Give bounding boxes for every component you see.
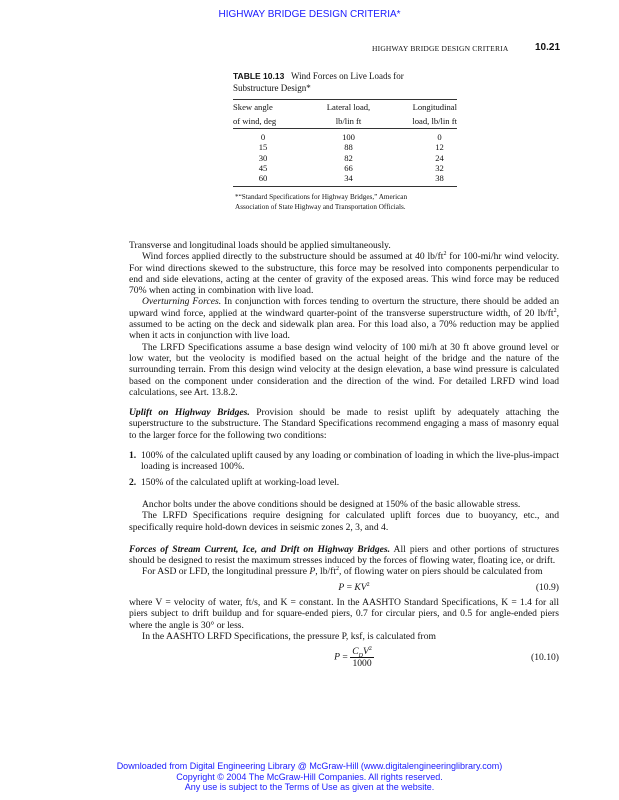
equation-body — [129, 646, 519, 669]
superscript: 2 — [336, 566, 340, 573]
running-head: HIGHWAY BRIDGE DESIGN CRITERIA — [372, 44, 509, 53]
math-variable: C — [352, 646, 359, 658]
table-caption-line1: Wind Forces on Live Loads for — [290, 71, 404, 81]
text-run: All piers and other portions of structures should be designed to resist the maximum stresses induced by the forces of flowing water, floating ice, or drift. — [129, 543, 560, 567]
header-cell: load, lb/lin ft — [412, 116, 457, 126]
list-number: 2. — [129, 476, 137, 488]
text-run: , assumed to be acting on the deck and sidewalk plan area. For this load also, a 70% reduction may be applied when it acts in conjunction with live load. — [129, 307, 559, 342]
table-cell: 0 — [260, 132, 266, 142]
table-row — [233, 153, 457, 163]
table-cell: 88 — [344, 142, 353, 153]
table-label: TABLE 10.13 — [233, 71, 285, 81]
table-cell: 38 — [435, 173, 444, 184]
table-cell: 0 — [437, 132, 442, 142]
table-cell: 12 — [435, 142, 444, 153]
equation-number: (10.10) — [531, 652, 559, 664]
header-cell: lb/lin ft — [335, 116, 362, 126]
equals-sign: = — [344, 581, 355, 593]
paragraph — [129, 544, 559, 567]
text-run: , lb/ft — [315, 566, 337, 578]
paragraph: Anchor bolts under the above conditions should be designed at 150% of the basic allowable stress. — [142, 498, 521, 510]
table-caption — [233, 71, 457, 94]
table-cell: 30 — [258, 152, 268, 163]
superscript: 2 — [366, 581, 370, 588]
header-cell: Skew angle — [233, 100, 315, 115]
wind-forces-table — [233, 99, 457, 187]
download-footer — [0, 761, 619, 793]
table-cell: 15 — [258, 142, 268, 153]
table-row — [233, 129, 457, 143]
text-run: , of flowing water on piers should be calculated from — [339, 566, 543, 578]
header-cell: Lateral load, — [315, 100, 382, 115]
table-header-row — [233, 100, 457, 115]
equation-body — [129, 582, 519, 593]
text-run: For ASD or LFD, the longitudinal pressure — [142, 566, 310, 578]
section-heading: Uplift on Highway Bridges. — [129, 407, 250, 419]
list-text: 100% of the calculated uplift caused by any loading or combination of loading in which the live-plus-impact loading is increased 100%. — [141, 450, 559, 473]
fraction — [350, 646, 374, 669]
table-cell: 66 — [344, 162, 353, 173]
table-row — [233, 163, 457, 173]
paragraph: The LRFD Specifications require designing for calculated uplift forces due to buoyancy, etc., and specifically require hold-down devices in seismic zones 2, 3, and 4. — [129, 510, 559, 533]
table-cell: 32 — [435, 162, 444, 173]
table-block — [233, 71, 457, 212]
list-number: 1. — [129, 450, 137, 462]
equation-number: (10.9) — [535, 581, 559, 593]
table-header-row — [233, 114, 457, 129]
table-row — [233, 173, 457, 187]
header-cell: of wind, deg — [233, 116, 277, 126]
equals-sign: = — [340, 651, 351, 663]
table-cell: 24 — [435, 152, 444, 163]
numerator — [350, 646, 374, 658]
header-cell: Longitudinal — [382, 100, 457, 115]
section-heading: Forces of Stream Current, Ice, and Drift on Highway Bridges. — [129, 543, 391, 555]
math-variable: KV — [354, 581, 367, 593]
paragraph: In the AASHTO LRFD Specifications, the pressure P, ksf, is calculated from — [142, 630, 436, 642]
page-number: 10.21 — [535, 42, 561, 53]
denominator: 1000 — [352, 658, 372, 670]
table-footnote — [233, 192, 457, 212]
table-cell: 60 — [258, 173, 268, 184]
equation-10-9 — [129, 582, 559, 593]
superscript: 2 — [553, 307, 557, 314]
table-cell: 34 — [344, 173, 353, 184]
table-footnote-line2: Association of State Highway and Transportation Officials. — [235, 203, 406, 212]
list-item — [129, 450, 559, 473]
paragraph — [129, 407, 559, 441]
footer-line[interactable]: Downloaded from Digital Engineering Library @ McGraw-Hill (www.digitalengineeringlibrary.com) — [116, 761, 503, 771]
table-footnote-line1: *“Standard Specifications for Highway Bridges,” American — [235, 193, 408, 202]
paragraph — [129, 566, 559, 577]
paragraph: The LRFD Specifications assume a base design wind velocity of 100 mi/h at 30 ft above ground level or low water, but the veolocity is modified based on the actual height of the bridge and the nature of the surrounding terrain. From this design wind velocity at the design elevation, a base wind pressure is calculated based on the component under consideration and the direction of the wind. For detailed LRFD wind load calculations, see Art. 13.8.2. — [129, 341, 559, 398]
text-run: In conjunction with forces tending to overturn the structure, there should be added an upward wind force, applied at the windward quarter-point of the transverse superstructure width, of 20 lb/ft — [129, 296, 559, 319]
text-run: Provision should be made to resist uplift by adequately attaching the superstructure to the substructure. The Standard Specifications recommend engaging a mass of masonry equal to the larger force for the following two conditions: — [129, 407, 559, 441]
paragraph — [129, 251, 559, 296]
math-variable: P — [334, 651, 341, 663]
list-text: 150% of the calculated uplift at working-load level. — [141, 476, 340, 488]
superscript: 2 — [443, 251, 447, 258]
body-text — [129, 240, 559, 673]
paragraph: where V = velocity of water, ft/s, and K = constant. In the AASHTO Standard Specifications, K = 1.4 for all piers subject to drift buildup and for square-ended piers, 0.7 for circular piers, and 0.5 for angle-ended piers where the angle is 30° or less. — [129, 597, 559, 631]
math-variable: P — [338, 581, 345, 593]
table-cell: 100 — [342, 132, 355, 142]
run-in-heading: Overturning Forces. — [142, 296, 222, 308]
table-cell: 82 — [344, 152, 353, 163]
document-banner: HIGHWAY BRIDGE DESIGN CRITERIA* — [218, 9, 401, 20]
table-cell: 45 — [258, 162, 268, 173]
footer-line: Any use is subject to the Terms of Use as given at the website. — [184, 782, 435, 792]
paragraph — [129, 296, 559, 341]
subscript: D — [358, 653, 363, 660]
list-item — [129, 477, 559, 488]
text-run: for 100-mi/hr wind velocity. For wind directions skewed to the substructure, this force may be resolved into components perpendicular to end and side elevations, acting at the center of gravity of the exposed areas. This wind force may be reduced 70% when acting in combination with live load. — [129, 251, 559, 297]
math-variable: P — [309, 566, 316, 578]
table-row — [233, 142, 457, 152]
footer-line: Copyright © 2004 The McGraw-Hill Companies. All rights reserved. — [176, 771, 443, 782]
equation-10-10 — [129, 646, 559, 669]
paragraph: Transverse and longitudinal loads should be applied simultaneously. — [129, 240, 391, 251]
superscript: 2 — [368, 646, 372, 653]
math-variable: V — [362, 646, 369, 658]
table-caption-line2: Substructure Design* — [233, 82, 311, 93]
text-run: Wind forces applied directly to the substructure should be assumed at 40 lb/ft — [142, 251, 444, 263]
